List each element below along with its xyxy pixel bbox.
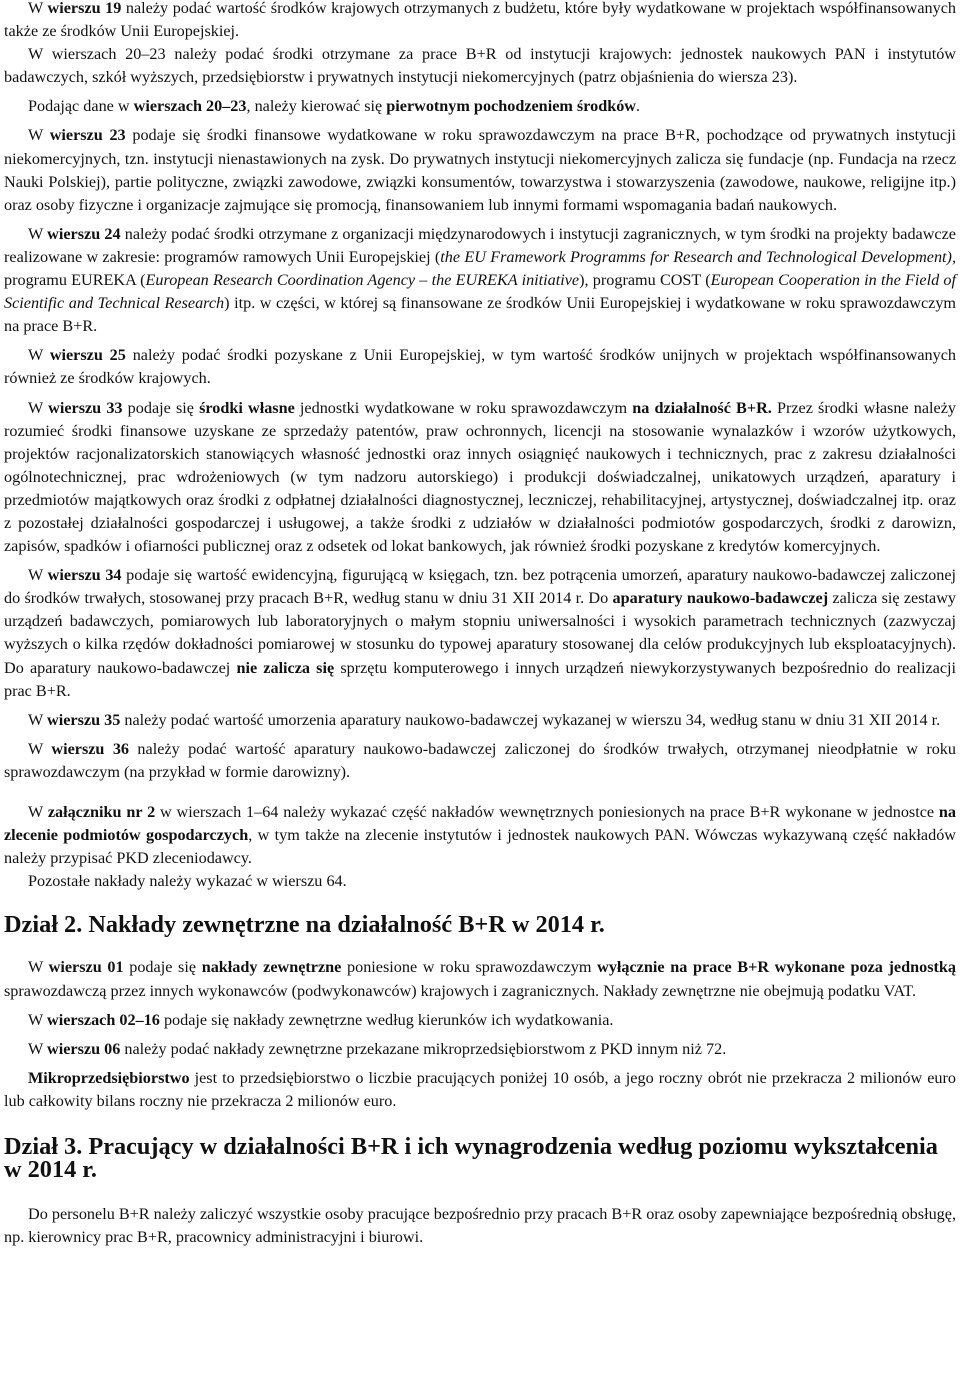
bold-text: wierszu 33 xyxy=(48,398,123,417)
text-run: W xyxy=(28,126,50,145)
text-run: Pozostałe nakłady należy wykazać w wierszu 64. xyxy=(28,872,347,891)
text-run: Podając dane w xyxy=(28,97,134,116)
text-run: należy podać środki otrzymane z organizacji międzynarodowych i instytucji zagranicznych, w tym środki na projekty badawcze realizowane w zakresie: programów ramowych Unii Europejskiej ( xyxy=(4,224,956,266)
text-run: sprawozdawczą przez innych wykonawców (podwykonawców) krajowych i zagranicznych. Nakłady zewnętrzne nie obejmują podatku VAT. xyxy=(4,981,917,1000)
text-run: W xyxy=(28,803,48,821)
bold-text: wierszach 02–16 xyxy=(47,1010,160,1029)
paragraph xyxy=(4,738,956,784)
paragraph xyxy=(4,1203,956,1249)
text-run: sprzętu komputerowego i innych urządzeń niewykorzystywanych bezpośrednio do realizacji prac B+R. xyxy=(4,658,956,700)
bold-text: nie zalicza się xyxy=(236,658,335,677)
paragraph xyxy=(4,1038,956,1061)
paragraph xyxy=(4,43,956,89)
text-run: W xyxy=(28,1039,48,1058)
text-run: ), programu COST ( xyxy=(579,271,711,290)
section-heading xyxy=(4,911,956,939)
text-run: należy podać wartość umorzenia aparatury naukowo-badawczej wykazanej w wierszu 34, według stanu w dniu 31 XII 2014 r. xyxy=(120,710,941,729)
bold-text: załączniku nr 2 xyxy=(47,803,156,821)
bold-text: wierszu 24 xyxy=(47,224,121,243)
text-run: W xyxy=(28,398,49,417)
text-run: podaje się nakłady zewnętrzne według kierunków ich wydatkowania. xyxy=(159,1010,614,1029)
text-run: , w tym także na zlecenie instytutów i jednostek naukowych PAN. Wówczas wykazywaną część nakładów należy przypisać PKD zleceniodawcy. xyxy=(4,826,956,868)
text-run: Do personelu B+R należy zaliczyć wszystkie osoby pracujące bezpośrednio przy pracach B+R oraz osoby zapewniające bezpośrednią obsługę, np. kierownicy prac B+R, pracownicy administracyjni i biurowi. xyxy=(4,1205,956,1247)
bold-text: wierszu 35 xyxy=(47,710,121,729)
bold-text: wierszu 25 xyxy=(49,346,126,365)
text-run: podaje się xyxy=(123,958,202,977)
bold-text: na zlecenie podmiotów gospodarczych xyxy=(4,803,957,845)
text-run: W xyxy=(28,958,49,977)
text-run: W xyxy=(28,566,48,585)
text-run: W xyxy=(28,224,48,243)
paragraph xyxy=(4,124,956,216)
paragraph xyxy=(4,956,956,1002)
paragraph xyxy=(4,397,956,559)
text-run: podaje się wartość ewidencyjną, figurującą w księgach, tzn. bez potrącenia umorzeń, aparatury naukowo-badawczej zaliczonej do środków trwałych, stosowanej przy pracach B+R, według stanu w dniu 31 XII 2014 r. Do xyxy=(4,566,957,608)
text-run: . xyxy=(635,97,641,116)
paragraph xyxy=(4,709,956,732)
bold-text: wierszu 36 xyxy=(51,739,130,758)
section-heading xyxy=(4,1133,956,1184)
text-run: należy podać środki pozyskane z Unii Europejskiej, w tym wartość środków unijnych w projektach współfinansowanych również ze środków krajowych. xyxy=(4,346,956,388)
text-run: W xyxy=(28,0,48,17)
bold-text: nakłady zewnętrzne xyxy=(201,958,342,977)
text-run: w wierszach 1–64 należy wykazać część nakładów wewnętrznych poniesionych na prace B+R wykonane w jednostce xyxy=(155,803,939,821)
text-run: W xyxy=(28,1010,48,1029)
text-run: W xyxy=(28,346,50,365)
text-run: W wierszach 20–23 należy podać środki otrzymane za prace B+R od instytucji krajowych: jednostek naukowych PAN i instytutów badawczych, szkół wyższych, przedsiębiorstw i prywatnych instytucji niekomercyjnych (patrz objaśnienia do wiersza 23). xyxy=(4,45,956,87)
text-run: W xyxy=(28,710,48,729)
bold-text: wierszu 01 xyxy=(48,958,124,977)
paragraph xyxy=(4,801,956,870)
paragraph xyxy=(4,344,956,390)
text-run: jest to przedsiębiorstwo o liczbie pracujących poniżej 10 osób, a jego roczny obrót nie przekracza 2 milionów euro lub całkowity bilans roczny nie przekracza 2 milionów euro. xyxy=(4,1068,956,1110)
bold-text: wierszu 06 xyxy=(47,1039,121,1058)
italic-text: the EU Framework Programms for Research and Technological Development), xyxy=(440,247,956,266)
text-run: należy podać nakłady zewnętrzne przekazane mikroprzedsiębiorstwom z PKD innym niż 72. xyxy=(120,1039,727,1058)
paragraph xyxy=(4,870,956,893)
text-run: programu EUREKA ( xyxy=(4,271,146,290)
text-run: , należy kierować się xyxy=(246,97,387,116)
text-run: jednostki wydatkowane w roku sprawozdawczym xyxy=(294,398,633,417)
text-run: należy podać wartość aparatury naukowo-badawczej zaliczonej do środków trwałych, otrzymanej nieodpłatnie w roku sprawozdawczym (na przykład w formie darowizny). xyxy=(4,739,956,781)
bold-text: aparatury naukowo-badawczej xyxy=(612,589,829,608)
paragraph xyxy=(4,223,956,338)
text-run: Dział 2. Nakłady zewnętrzne na działalność B+R w 2014 r. xyxy=(4,911,605,939)
text-run: należy podać wartość środków krajowych otrzymanych z budżetu, które były wydatkowane w projektach współfinansowanych także ze środków Unii Europejskiej. xyxy=(4,0,956,41)
paragraph xyxy=(4,1067,956,1113)
text-run: zalicza się zestawy urządzeń badawczych, pomiarowych lub laboratoryjnych o małym stopniu uniwersalności i wysokich parametrach technicznych (zazwyczaj wyższych o kilka rzędów dokładności pomiarowej w stosunku do typowej aparatury stosowanej dla celów produkcyjnych lub eksploatacyjnych). Do aparatury naukowo-badawczej xyxy=(4,589,956,677)
paragraph xyxy=(4,564,956,703)
bold-text: wierszu 23 xyxy=(49,126,126,145)
text-run: podaje się xyxy=(122,398,200,417)
bold-text: na działalność B+R. xyxy=(632,398,772,417)
paragraph xyxy=(4,1009,956,1032)
bold-text: Mikroprzedsiębiorstwo xyxy=(28,1068,190,1087)
text-run: W xyxy=(28,739,52,758)
text-run: ) itp. w części, w której są finansowane ze środków Unii Europejskiej i wydatkowane w roku sprawozdawczym na prace B+R. xyxy=(4,294,957,336)
italic-text: European Cooperation in the Field of Scientific and Technical Research xyxy=(4,271,956,313)
bold-text: wierszach 20–23 xyxy=(133,97,247,116)
paragraph xyxy=(4,95,956,118)
text-run: Dział 3. Pracujący w działalności B+R i ich wynagrodzenia według poziomu wykształcenia w 2014 r. xyxy=(4,1133,938,1184)
italic-text: European Research Coordination Agency – the EUREKA initiative xyxy=(145,271,580,290)
bold-text: pierwotnym pochodzeniem środków xyxy=(386,97,636,116)
text-run: poniesione w roku sprawozdawczym xyxy=(341,958,598,977)
bold-text: wyłącznie na prace B+R wykonane poza jednostką xyxy=(597,958,956,977)
paragraph xyxy=(4,0,956,43)
bold-text: wierszu 19 xyxy=(47,0,122,17)
text-run: podaje się środki finansowe wydatkowane w roku sprawozdawczym na prace B+R, pochodzące od prywatnych instytucji niekomercyjnych, tzn. instytucji nienastawionych na zysk. Do prywatnych instytucji niekomercyjnych zalicza się fundacje (np. Fundacja na rzecz Nauki Polskiej), partie polityczne, związki zawodowe, związki konsumentów, towarzystwa i stowarzyszenia (zawodowe, naukowe, religijne itp.) oraz osoby fizyczne i organizacje zajmujące się promocją, finansowaniem lub innymi formami wspomagania badań naukowych. xyxy=(4,126,956,214)
bold-text: wierszu 34 xyxy=(47,566,122,585)
bold-text: środki własne xyxy=(199,398,295,417)
text-run: Przez środki własne należy rozumieć środki finansowe uzyskane ze sprzedaży patentów, praw ochronnych, licencji na stosowanie wynalazków i wzorów użytkowych, projektów racjonalizatorskich stanowiących własność jednostki oraz innych osiągnięć naukowych i technicznych, prac z zakresu działalności ogólnotechnicznej, prac wdrożeniowych (w tym nadzoru autorskiego) i produkcji doświadczalnej, unikatowych urządzeń, aparatury i przedmiotów majątkowych oraz środki z odpłatnej działalności diagnostycznej, leczniczej, rehabilitacyjnej, artystycznej, doświadczalnej itp. oraz z pozostałej działalności gospodarczej i usługowej, a także środki z udziałów w działalności podmiotów gospodarczych, środki z darowizn, zapisów, spadków i ofiarności publicznej oraz z odsetek od lokat bankowych, jak również środki pozyskane z kredytów komercyjnych. xyxy=(4,398,956,556)
